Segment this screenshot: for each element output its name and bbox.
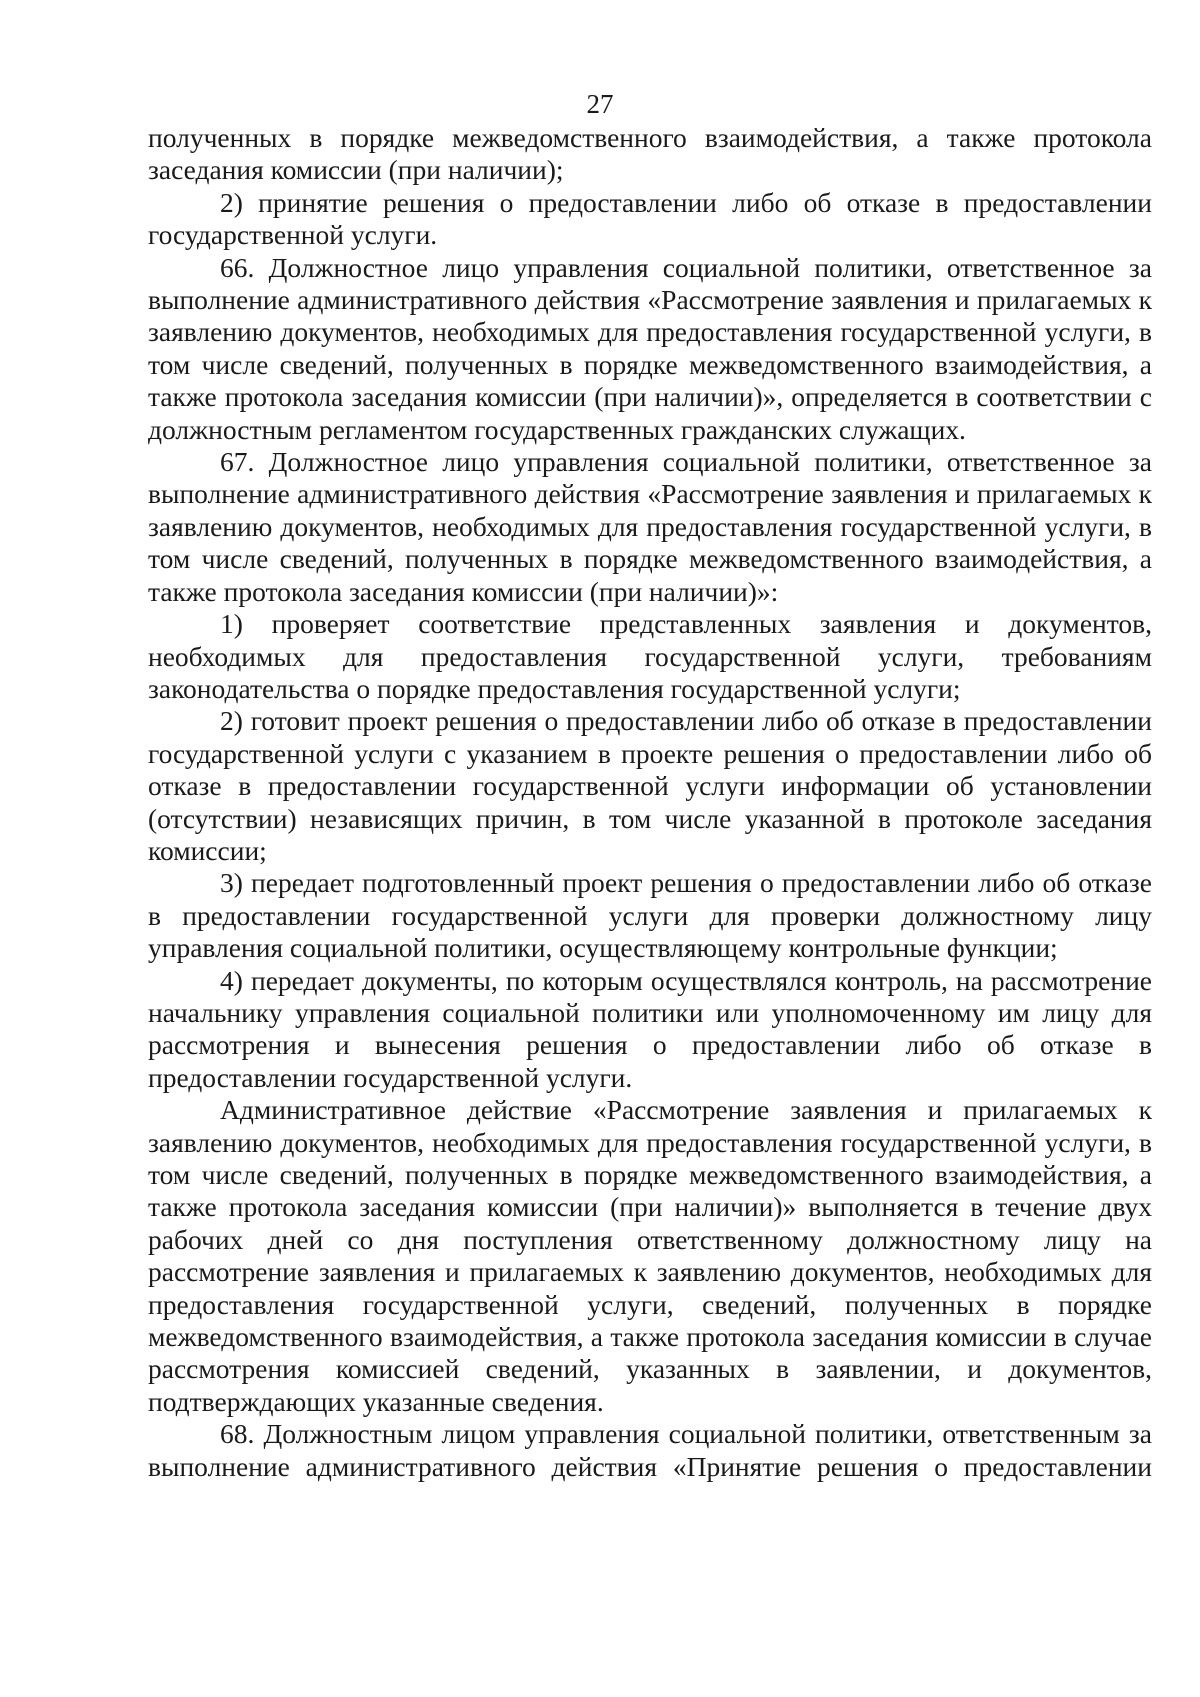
paragraph-68: 68. Должностным лицом управления социальной политики, ответственным за выполнение административного действия «Принятие решения о предоставлении: [148, 1418, 1152, 1482]
page-number: 27: [586, 89, 614, 119]
paragraph-67: 67. Должностное лицо управления социальной политики, ответственное за выполнение административного действия «Рассмотрение заявления и прилагаемых к заявлению документов, необходимых для предоставления государственной услуги, в том числе сведений, полученных в порядке межведомственного взаимодействия, а также протокола заседания комиссии (при наличии)»:: [148, 446, 1152, 607]
paragraph-67-item-2: 2) готовит проект решения о предоставлении либо об отказе в предоставлении государственной услуги с указанием в проекте решения о предоставлении либо об отказе в предоставлении государственной услуги информации об установлении (отсутствии) независящих причин, в том числе указанной в протоколе заседания комиссии;: [148, 705, 1152, 866]
paragraph-67-item-1: 1) проверяет соответствие представленных заявления и документов, необходимых для предоставления государственной услуги, требованиям законодательства о порядке предоставления государственной услуги;: [148, 608, 1152, 704]
paragraph-67-item-4: 4) передает документы, по которым осуществлялся контроль, на рассмотрение начальнику управления социальной политики или уполномоченному им лицу для рассмотрения и вынесения решения о предоставлении либо об отказе в предоставлении государственной услуги.: [148, 964, 1152, 1093]
document-body: [148, 122, 1152, 1483]
paragraph-administrative-action: Административное действие «Рассмотрение заявления и прилагаемых к заявлению документов, необходимых для предоставления государственной услуги, в том числе сведений, полученных в порядке межведомственного взаимодействия, а также протокола заседания комиссии (при наличии)» выполняется в течение двух рабочих дней со дня поступления ответственному должностному лицу на рассмотрение заявления и прилагаемых к заявлению документов, необходимых для предоставления государственной услуги, сведений, полученных в порядке межведомственного взаимодействия, а также протокола заседания комиссии в случае рассмотрения комиссией сведений, указанных в заявлении, и документов, подтверждающих указанные сведения.: [148, 1094, 1152, 1417]
paragraph-67-item-3: 3) передает подготовленный проект решения о предоставлении либо об отказе в предоставлении государственной услуги для проверки должностному лицу управления социальной политики, осуществляющему контрольные функции;: [148, 867, 1152, 964]
paragraph-66: 66. Должностное лицо управления социальной политики, ответственное за выполнение административного действия «Рассмотрение заявления и прилагаемых к заявлению документов, необходимых для предоставления государственной услуги, в том числе сведений, полученных в порядке межведомственного взаимодействия, а также протокола заседания комиссии (при наличии)», определяется в соответствии с должностным регламентом государственных гражданских служащих.: [148, 251, 1152, 445]
paragraph-item-2-decision: 2) принятие решения о предоставлении либо об отказе в предоставлении государственной услуги.: [148, 186, 1152, 251]
paragraph-continuation: полученных в порядке межведомственного взаимодействия, а также протокола заседания комиссии (при наличии);: [148, 122, 1152, 186]
